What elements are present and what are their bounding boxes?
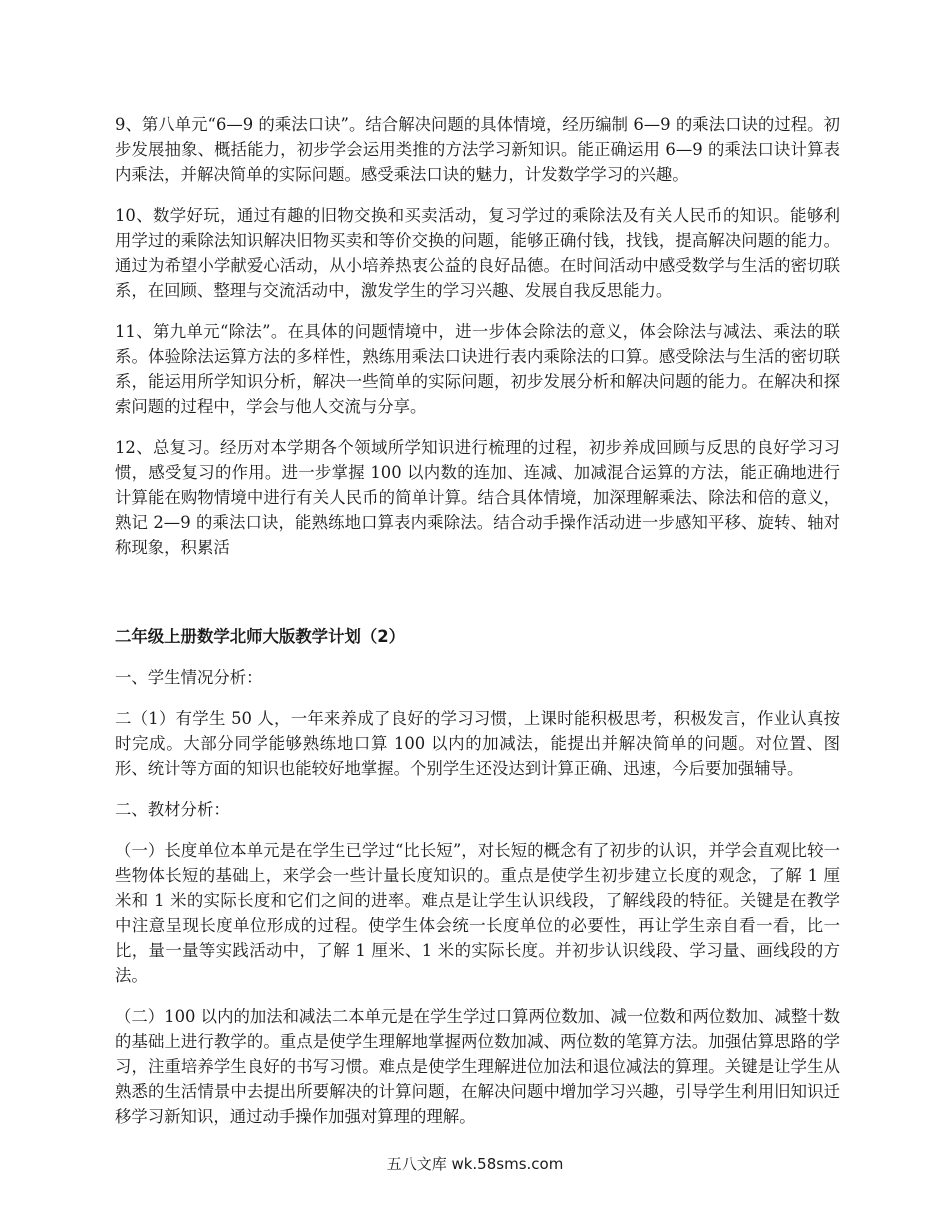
paragraph-math-fun: 10、数学好玩，通过有趣的旧物交换和买卖活动，复习学过的乘除法及有关人民币的知识。能够利用学过的乘除法知识解决旧物买卖和等价交换的问题，能够正确付钱，找钱，提高解决问题的能力。通过为希望小学献爱心活动，从小培养热衷公益的良好品德。在时间活动中感受数学与生活的密切联系，在回顾、整理与交流活动中，激发学生的学习兴趣、发展自我反思能力。 [115, 206, 840, 300]
paragraph-student-analysis: 二（1）有学生 50 人，一年来养成了良好的学习习惯，上课时能积极思考，积极发言，作业认真按时完成。大部分同学能够熟练地口算 100 以内的加减法，能提出并解决简单的问题。对位置、图形、统计等方面的知识也能较好地掌握。个别学生还没达到计算正确、迅速，今后要加强辅导。 [115, 709, 840, 778]
footer-watermark: 五八文库 wk.58sms.com [386, 1155, 564, 1173]
paragraph-unit8: 9、第八单元“6—9 的乘法口诀”。结合解决问题的具体情境，经历编制 6—9 的乘法口诀的过程。初步发展抽象、概括能力，初步学会运用类推的方法学习新知识。能正确运用 6—9 的乘法口诀计算表内乘法，并解决简单的实际问题。感受乘法口诀的魅力，计发数学学习的兴趣。 [115, 115, 840, 184]
heading-student-analysis: 一、学生情况分析： [115, 668, 263, 687]
section-title: 二年级上册数学北师大版教学计划（2） [115, 627, 406, 646]
paragraph-review: 12、总复习。经历对本学期各个领域所学知识进行梳理的过程，初步养成回顾与反思的良好学习习惯，感受复习的作用。进一步掌握 100 以内数的连加、连减、加减混合运算的方法，能正确地进行计算能在购物情境中进行有关人民币的简单计算。结合具体情境，加深理解乘法、除法和倍的意义，熟记 2—9 的乘法口诀，能熟练地口算表内乘除法。结合动手操作活动进一步感知平移、旋转、轴对称现象，积累活 [115, 438, 840, 557]
paragraph-addition-subtraction: （二）100 以内的加法和减法二本单元是在学生学过口算两位数加、减一位数和两位数加、减整十数的基础上进行教学的。重点是使学生理解地掌握两位数加减、两位数的笔算方法。加强估算思路的学习，注重培养学生良好的书写习惯。难点是使学生理解进位加法和退位减法的算理。关键是让学生从熟悉的生活情景中去提出所要解决的计算问题，在解决问题中增加学习兴趣，引导学生利用旧知识迁移学习新知识，通过动手操作加强对算理的理解。 [115, 1007, 840, 1126]
heading-material-analysis: 二、教材分析： [115, 800, 230, 819]
paragraph-length-units: （一）长度单位本单元是在学生已学过“比长短”，对长短的概念有了初步的认识，并学会直观比较一些物体长短的基础上，来学会一些计量长度知识的。重点是使学生初步建立长度的观念，了解 1 厘米和 1 米的实际长度和它们之间的进率。难点是让学生认识线段，了解线段的特征。关键是在教学中注意呈现长度单位形成的过程。使学生体会统一长度单位的必要性，再让学生亲自看一看，比一比，量一量等实践活动中，了解 1 厘米、1 米的实际长度。并初步认识线段、学习量、画线段的方法。 [115, 841, 840, 985]
section-spacer [115, 560, 840, 624]
paragraph-unit9: 11、第九单元“除法”。在具体的问题情境中，进一步体会除法的意义，体会除法与减法、乘法的联系。体验除法运算方法的多样性，熟练用乘法口诀进行表内乘除法的口算。感受除法与生活的密切联系，能运用所学知识分析，解决一些简单的实际问题，初步发展分析和解决问题的能力。在解决和探索问题的过程中，学会与他人交流与分享。 [115, 322, 840, 416]
document-body [115, 112, 840, 1129]
